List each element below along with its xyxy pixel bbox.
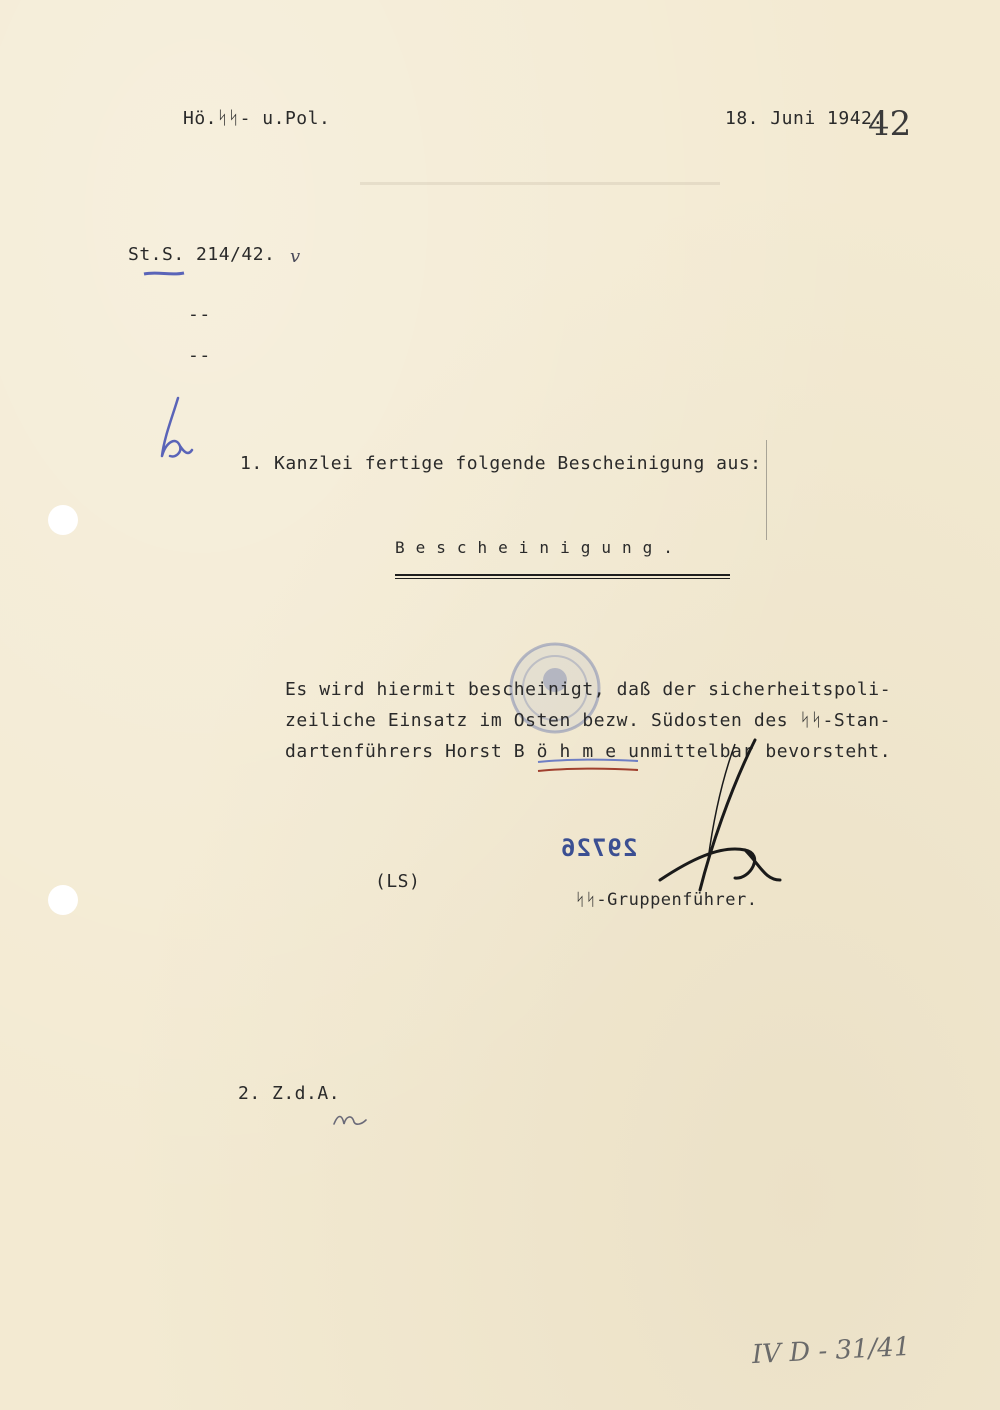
certificate-line-1: Es wird hiermit bescheinigt, daß der sicherheitspoli-: [285, 679, 892, 700]
smudge-line: [360, 182, 720, 185]
stamp-number: 29726: [560, 834, 638, 862]
dash-line-1: --: [188, 304, 211, 325]
certificate-line-2: zeiliche Einsatz im Osten bezw. Südosten des ᛋᛋ-Stan-: [285, 710, 892, 731]
pencil-initials: [150, 390, 200, 470]
instruction-item-1: 1. Kanzlei fertige folgende Bescheinigung aus:: [240, 453, 762, 474]
signature: [640, 730, 810, 910]
certificate-title-underline: [395, 574, 730, 576]
dash-line-2: --: [188, 345, 211, 366]
certificate-title: Bescheinigung.: [395, 538, 684, 557]
instruction-item-2: 2. Z.d.A.: [238, 1083, 341, 1104]
certificate-line-3: dartenführers Horst B ö h m e unmittelbar bevorsteht.: [285, 741, 892, 762]
file-mark: v: [290, 246, 301, 267]
archive-mark: IV D - 31/41: [751, 1331, 912, 1371]
file-number-underline: [140, 268, 190, 280]
date-line: 18. Juni 1942.: [725, 108, 884, 129]
pencil-mark-zda: [330, 1108, 370, 1130]
punch-hole-top: [48, 505, 78, 535]
certificate-title-underline-2: [395, 578, 730, 579]
seal-label: (LS): [375, 871, 421, 892]
name-underline: [532, 756, 644, 778]
margin-pencil-line: [766, 440, 767, 540]
page-number: 42: [868, 104, 912, 144]
signature-title: ᛋᛋ-Gruppenführer.: [575, 890, 758, 910]
sender-line: Hö.ᛋᛋ- u.Pol.: [183, 108, 331, 129]
punch-hole-bottom: [48, 885, 78, 915]
file-number: St.S. 214/42.: [128, 244, 276, 265]
